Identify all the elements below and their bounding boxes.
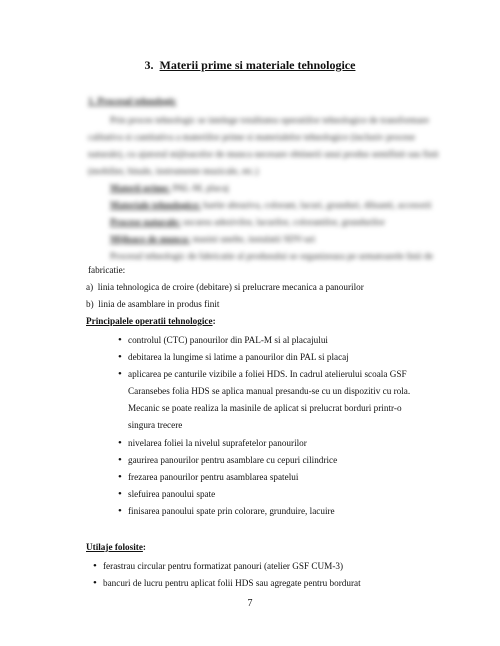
blurred-item-text: hartie abraziva, colorant, lacuri, grunduri, diluanti, accesorii <box>203 201 432 211</box>
blurred-item-label: Procese naturale: <box>110 218 181 228</box>
bullet-icon: • <box>118 437 122 449</box>
blurred-item-label: Materii prime: <box>110 184 171 194</box>
blurred-subheading: 1. Procesul tehnologic <box>88 97 177 107</box>
section-title: Materii prime si materiale tehnologice <box>159 58 356 72</box>
operation-item: debitarea la lungime si latime a panourilor din PAL si placaj <box>128 352 349 362</box>
blurred-item-label: Materiale tehnologice: <box>110 201 202 211</box>
blurred-item <box>110 202 432 212</box>
blurred-para-line: naturale), cu ajutorul mijloacelor de munca necesare obtinerii unui produs semifinit sau finit <box>88 150 439 160</box>
equipment-heading: Utilaje folosite: <box>86 542 146 552</box>
blurred-para-line: calitativa si cantitativa a materiilor prime si materialelor tehnologice (inclusiv procese <box>88 133 416 143</box>
blurred-item <box>110 219 385 229</box>
list-marker: b) <box>86 299 94 309</box>
blurred-closing-line: Procesul tehnologic de fabricatie al produsului se organizeaza pe urmatoarele linii de <box>110 252 433 262</box>
bullet-icon: • <box>118 334 122 346</box>
operation-item-continued: singura trecere <box>128 420 183 430</box>
section-number: 3. <box>144 58 154 72</box>
bullet-icon: • <box>93 577 97 589</box>
blurred-item-text: uscarea adezivilor, lacurilor, colorantilor, grundurilor <box>183 218 385 228</box>
bullet-icon: • <box>118 488 122 500</box>
blurred-item <box>110 185 229 195</box>
partial-line: fabricatie: <box>88 265 126 275</box>
bullet-icon: • <box>118 505 122 517</box>
blurred-para-line: Prin proces tehnologic se intelege totalitatea operatiilor tehnologice de transformare <box>110 116 429 126</box>
bullet-icon: • <box>118 351 122 363</box>
operation-item: frezarea panourilor pentru asamblarea spatelui <box>128 472 299 482</box>
equipment-item: ferastrau circular pentru formatizat panouri (atelier GSF CUM-3) <box>103 561 344 571</box>
operation-item: nivelarea foliei la nivelul suprafetelor panourilor <box>128 438 307 448</box>
page-number: 7 <box>247 598 253 609</box>
blurred-para-line: (mobilier, binale, instrumente muzicale, etc.) <box>88 167 259 177</box>
operation-item: gaurirea panourilor pentru asamblare cu cepuri cilindrice <box>128 455 338 465</box>
operation-item: controlul (CTC) panourilor din PAL-M si al placajului <box>128 335 328 345</box>
operation-item: aplicarea pe canturile vizibile a foliei HDS. In cadrul atelierului scoala GSF <box>128 369 407 379</box>
blurred-item-text: PAL-M, placaj <box>172 184 229 194</box>
bullet-icon: • <box>93 560 97 572</box>
list-text: linia tehnologica de croire (debitare) si prelucrare mecanica a panourilor <box>97 282 364 292</box>
list-text: linia de asamblare in produs finit <box>98 299 220 309</box>
section-heading <box>0 58 500 73</box>
operation-item-continued: Mecanic se poate realiza la masinile de aplicat si prelucrat borduri printr-o <box>128 403 402 413</box>
bullet-icon: • <box>118 368 122 380</box>
list-item <box>86 300 219 309</box>
bullet-icon: • <box>118 454 122 466</box>
blurred-item-text: masini unelte, instalatii SDV-uri <box>192 235 316 245</box>
blurred-item <box>110 236 315 246</box>
operation-item-continued: Caransebes folia HDS se aplica manual presandu-se cu un dispozitiv cu rola. <box>128 386 411 396</box>
operation-item: slefuirea panoului spate <box>128 489 216 499</box>
bullet-icon: • <box>118 471 122 483</box>
equipment-item: bancuri de lucru pentru aplicat folii HDS sau agregate pentru bordurat <box>103 578 361 588</box>
operation-item: finisarea panoului spate prin colorare, grunduire, lacuire <box>128 506 335 516</box>
list-marker: a) <box>86 282 94 292</box>
operations-heading: Principalele operatii tehnologice: <box>86 316 216 326</box>
blurred-item-label: Mijloace de munca: <box>110 235 191 245</box>
list-item <box>86 283 364 292</box>
